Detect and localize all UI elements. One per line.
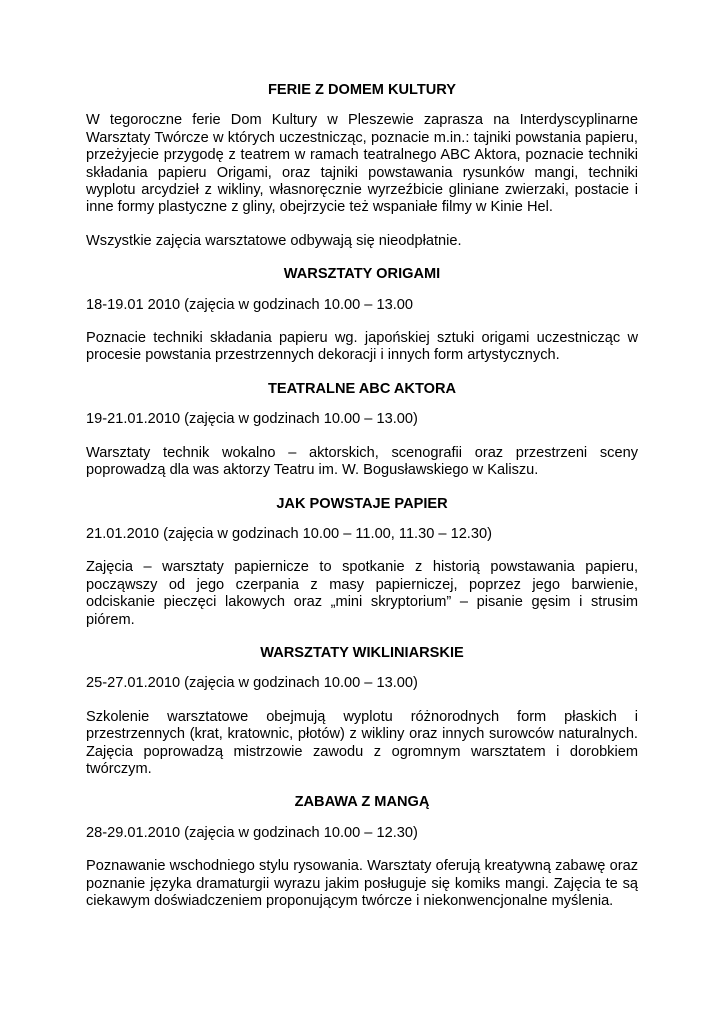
section-heading: TEATRALNE ABC AKTORA xyxy=(267,380,457,397)
section-date: 19-21.01.2010 (zajęcia w godzinach 10.00 – 13.00) xyxy=(86,411,418,428)
section-heading: ZABAWA Z MANGĄ xyxy=(294,794,430,811)
section-description: Szkolenie warsztatowe obejmują wyplotu różnorodnych form płaskich i przestrzennych (krat, kratownic, płotów) z wikliny oraz innych surowców naturalnych. Zajęcia poprowadzą mistrzowie zawodu z ogromnym warsztatem i dorobkiem twórczym. xyxy=(86,708,638,777)
section-paper xyxy=(86,496,638,629)
section-description: Warsztaty technik wokalno – aktorskich, scenografii oraz przestrzeni sceny poprowadzą dla was aktorzy Teatru im. W. Bogusławskiego w Kaliszu. xyxy=(86,444,638,479)
section-date: 18-19.01 2010 (zajęcia w godzinach 10.00 – 13.00 xyxy=(86,296,413,313)
document-title: FERIE Z DOMEM KULTURY xyxy=(267,82,457,98)
section-heading: WARSZTATY WIKLINIARSKIE xyxy=(260,644,464,661)
section-theatre xyxy=(86,381,638,480)
section-manga xyxy=(86,794,638,910)
section-heading: WARSZTATY ORIGAMI xyxy=(283,266,441,283)
section-description: Poznawanie wschodniego stylu rysowania. Warsztaty oferują kreatywną zabawę oraz poznanie języka dramaturgii wyrazu jakim posługuje się komiks mangi. Zajęcia te są ciekawym doświadczeniem proponującym twórcze i niekonwencjonalne myślenia. xyxy=(86,858,638,909)
section-wicker xyxy=(86,645,638,778)
document-body xyxy=(86,82,638,926)
section-date: 25-27.01.2010 (zajęcia w godzinach 10.00 – 13.00) xyxy=(86,675,418,692)
section-date: 28-29.01.2010 (zajęcia w godzinach 10.00 – 12.30) xyxy=(86,824,418,841)
section-description: Poznacie techniki składania papieru wg. japońskiej sztuki origami uczestnicząc w procesie powstania przestrzennych dekoracji i innych form artystycznych. xyxy=(86,330,638,364)
section-description: Zajęcia – warsztaty papiernicze to spotkanie z historią powstawania papieru, począwszy od jego czerpania z masy papierniczej, poprzez jego barwienie, odciskanie pieczęci lakowych oraz „mini skryptorium” – pisanie gęsim i strusim piórem. xyxy=(86,559,638,628)
section-heading: JAK POWSTAJE PAPIER xyxy=(276,495,448,512)
section-date: 21.01.2010 (zajęcia w godzinach 10.00 – 11.00, 11.30 – 12.30) xyxy=(86,525,492,542)
free-note: Wszystkie zajęcia warsztatowe odbywają się nieodpłatnie. xyxy=(86,232,462,249)
section-origami xyxy=(86,266,638,365)
intro-paragraph: W tegoroczne ferie Dom Kultury w Pleszewie zaprasza na Interdyscyplinarne Warsztaty Twórcze w których uczestnicząc, poznacie m.in.: tajniki powstania papieru, przeżyjecie przygodę z teatrem w ramach teatralnego ABC Aktora, poznacie techniki składania papieru Origami, oraz tajniki powstawania rysunków mangi, techniki wyplotu arcydzieł z wikliny, własnoręcznie wyrzeźbicie gliniane zwierzaki, postacie i inne formy plastyczne z gliny, obejrzycie też wspaniałe filmy w Kinie Hel. xyxy=(86,112,638,216)
